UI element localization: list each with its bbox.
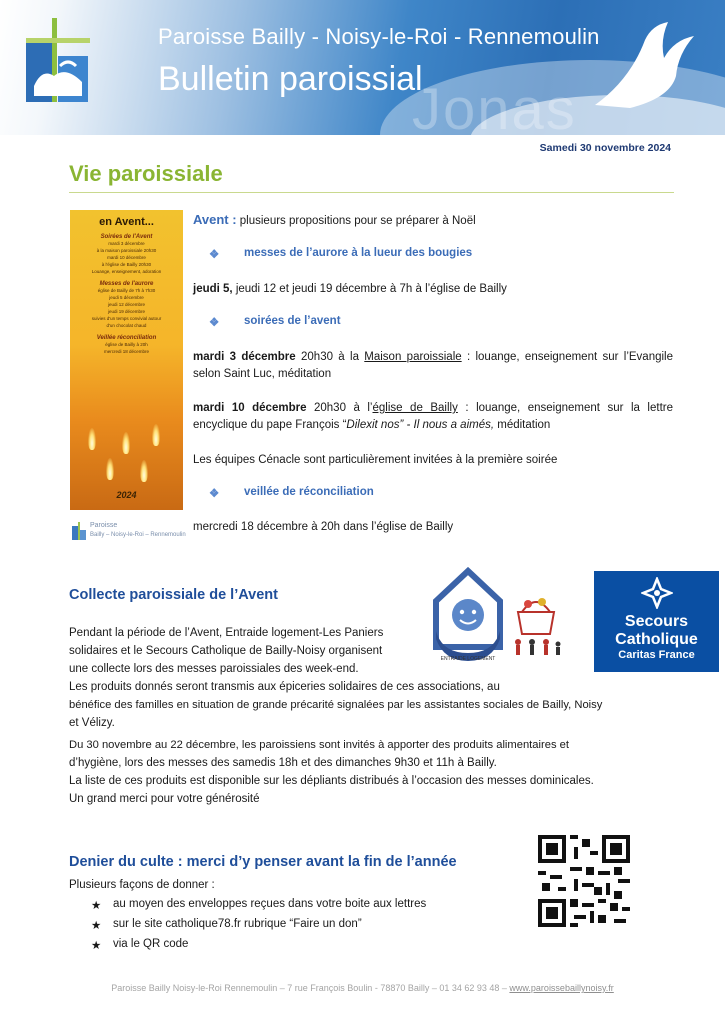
mercredi-line: mercredi 18 décembre à 20h dans l’église de Bailly — [193, 521, 454, 533]
bullet-label: soirées de l’avent — [244, 315, 341, 327]
bulletin-title: Bulletin paroissial — [158, 60, 423, 98]
poster-line: mardi 3 décembre — [108, 241, 145, 246]
avent-label: Avent : — [193, 212, 237, 227]
section-title: Vie paroissiale — [69, 161, 223, 186]
poster-line: jeudi 19 décembre — [107, 309, 146, 314]
poster-foot-line2: Bailly – Noisy-le-Roi – Rennemoulin — [90, 532, 186, 538]
candle-flame-icon — [152, 424, 160, 446]
paniers-solidaires-logo-icon — [506, 590, 566, 660]
secours-catholique-name — [594, 613, 719, 649]
denier-item-label: au moyen des enveloppes reçues dans votre boite aux lettres — [113, 898, 427, 910]
mardi3-text-b: : louange, enseignement sur l’Evangile selon Saint Luc, méditation — [193, 351, 674, 380]
qr-code-icon[interactable] — [538, 835, 630, 927]
candle-flame-icon — [88, 428, 96, 450]
collecte-line: une collecte lors des messes paroissiales des week-end. — [69, 663, 359, 675]
poster-line: à la maison paroissiale 20h30 — [96, 248, 157, 253]
avent-intro — [193, 211, 476, 230]
poster-foot-line1: Paroisse — [90, 522, 118, 529]
mardi10-text-a: 20h30 à l’ — [306, 402, 373, 414]
poster-line: église de Bailly de 7h à 7h30 — [97, 288, 156, 293]
mardi3-text-a: 20h30 à la — [295, 351, 365, 363]
diamond-bullet-icon: ❖ — [209, 488, 220, 500]
collecte-line: et Vélizy. — [69, 717, 115, 729]
whale-tail-icon — [590, 20, 700, 110]
caritas-france-label: Caritas France — [618, 649, 695, 661]
footer-address: Paroisse Bailly Noisy-le-Roi Rennemoulin – 7 rue François Boulin - 78870 Bailly – 01 34 62 93 48 – — [111, 983, 510, 993]
footer-website-link[interactable]: www.paroissebaillynoisy.fr — [509, 983, 614, 993]
page-footer — [0, 983, 725, 993]
parish-logo-icon — [22, 16, 94, 108]
collecte-line: Du 30 novembre au 22 décembre, les paroissiens sont invités à apporter des produits alimentaires et — [69, 739, 569, 751]
dilexit-nos-italic: Dilexit nos” - Il nous a aimés, — [346, 419, 495, 431]
cenacle-line: Les équipes Cénacle sont particulièrement invitées à la première soirée — [193, 454, 558, 466]
advent-poster — [70, 210, 183, 510]
collecte-line: Pendant la période de l’Avent, Entraide logement-Les Paniers — [69, 627, 384, 639]
collecte-line: solidaires et le Secours Catholique de Bailly-Noisy organisent — [69, 645, 383, 657]
poster-line: d'un chocolat chaud — [106, 323, 147, 328]
poster-line: église de Bailly à 20h — [105, 342, 148, 347]
section-divider — [69, 192, 674, 193]
jeudi-line — [193, 281, 507, 298]
collecte-title: Collecte paroissiale de l’Avent — [69, 587, 278, 603]
poster-soirees-title: Soirées de l'Avent — [100, 234, 153, 240]
star-bullet-icon: ★ — [91, 920, 102, 932]
poster-year: 2024 — [116, 490, 137, 500]
candle-flame-icon — [122, 432, 130, 454]
bullet-label: messes de l’aurore à la lueur des bougies — [244, 247, 473, 259]
mardi10-bold: mardi 10 décembre — [193, 402, 307, 414]
sc-line2: Catholique — [615, 631, 698, 648]
star-bullet-icon: ★ — [91, 940, 102, 952]
bullet-label: veillée de réconciliation — [244, 486, 374, 498]
diamond-bullet-icon: ❖ — [209, 317, 220, 329]
collecte-line: bénéfice des familles en situation de grande précarité signalées par les assistantes sociales de Bailly, Noisy — [69, 699, 603, 711]
mardi10-text-c: méditation — [494, 419, 551, 431]
secours-catholique-logo — [594, 571, 719, 672]
poster-footer — [70, 518, 190, 546]
maison-paroissiale-link[interactable]: Maison paroissiale — [364, 351, 462, 363]
candle-flame-icon — [140, 460, 148, 482]
candle-flame-icon — [106, 458, 114, 480]
collecte-line: d’hygiène, lors des messes des samedis 18h et des dimanches 9h30 et 11h à Bailly. — [69, 757, 497, 769]
entraide-logement-label: ENTRAIDE LOGEMENT — [440, 656, 496, 662]
mardi3-bold: mardi 3 décembre — [193, 351, 296, 363]
poster-line: jeudi 12 décembre — [107, 302, 146, 307]
star-bullet-icon: ★ — [91, 900, 102, 912]
parish-mini-logo-icon — [72, 522, 86, 540]
bulletin-date: Samedi 30 novembre 2024 — [539, 142, 671, 154]
mardi10-paragraph — [193, 400, 673, 434]
denier-item-label: via le QR code — [113, 938, 189, 950]
poster-title: en Avent... — [99, 216, 154, 228]
header-banner — [0, 0, 725, 135]
poster-veillee-title: Veillée réconciliation — [96, 335, 157, 341]
collecte-line: Un grand merci pour votre générosité — [69, 793, 260, 805]
jeudi-rest: jeudi 12 et jeudi 19 décembre à 7h à l’église de Bailly — [232, 283, 507, 295]
cross-icon — [641, 577, 673, 609]
sc-line1: Secours — [624, 613, 689, 630]
poster-line: Louange, enseignement, adoration — [91, 269, 162, 274]
mardi3-paragraph — [193, 349, 673, 383]
collecte-line: La liste de ces produits est disponible sur les dépliants distribués à l’occasion des messes dominicales. — [69, 775, 594, 787]
poster-line: mardi 10 décembre — [107, 255, 146, 260]
poster-messes-title: Messes de l'aurore — [99, 281, 154, 287]
mardi10-text-b: : louange, enseignement sur la lettre encyclique du pape François “ — [193, 402, 673, 431]
poster-line: mercredi 18 décembre — [103, 349, 150, 354]
entraide-logement-logo-icon — [432, 567, 504, 667]
denier-title: Denier du culte : merci d’y penser avant la fin de l’année — [69, 854, 457, 870]
eglise-bailly-link[interactable]: église de Bailly — [372, 402, 458, 414]
parish-title: Paroisse Bailly - Noisy-le-Roi - Rennemoulin — [158, 24, 600, 49]
watermark-jonas: Jonas — [412, 77, 577, 135]
denier-item-label: sur le site catholique78.fr rubrique “Faire un don” — [113, 918, 362, 930]
poster-line: à l'église de Bailly 20h30 — [101, 262, 152, 267]
poster-line: jeudi 5 décembre — [109, 295, 144, 300]
denier-intro: Plusieurs façons de donner : — [69, 879, 215, 891]
poster-line: suivies d'un temps convivial autour — [91, 316, 162, 321]
collecte-line: Les produits donnés seront transmis aux épiceries solidaires de ces associations, au — [69, 681, 500, 693]
diamond-bullet-icon: ❖ — [209, 249, 220, 261]
jeudi-bold: jeudi 5, — [193, 283, 233, 295]
avent-intro-text: plusieurs propositions pour se préparer à Noël — [236, 215, 476, 227]
